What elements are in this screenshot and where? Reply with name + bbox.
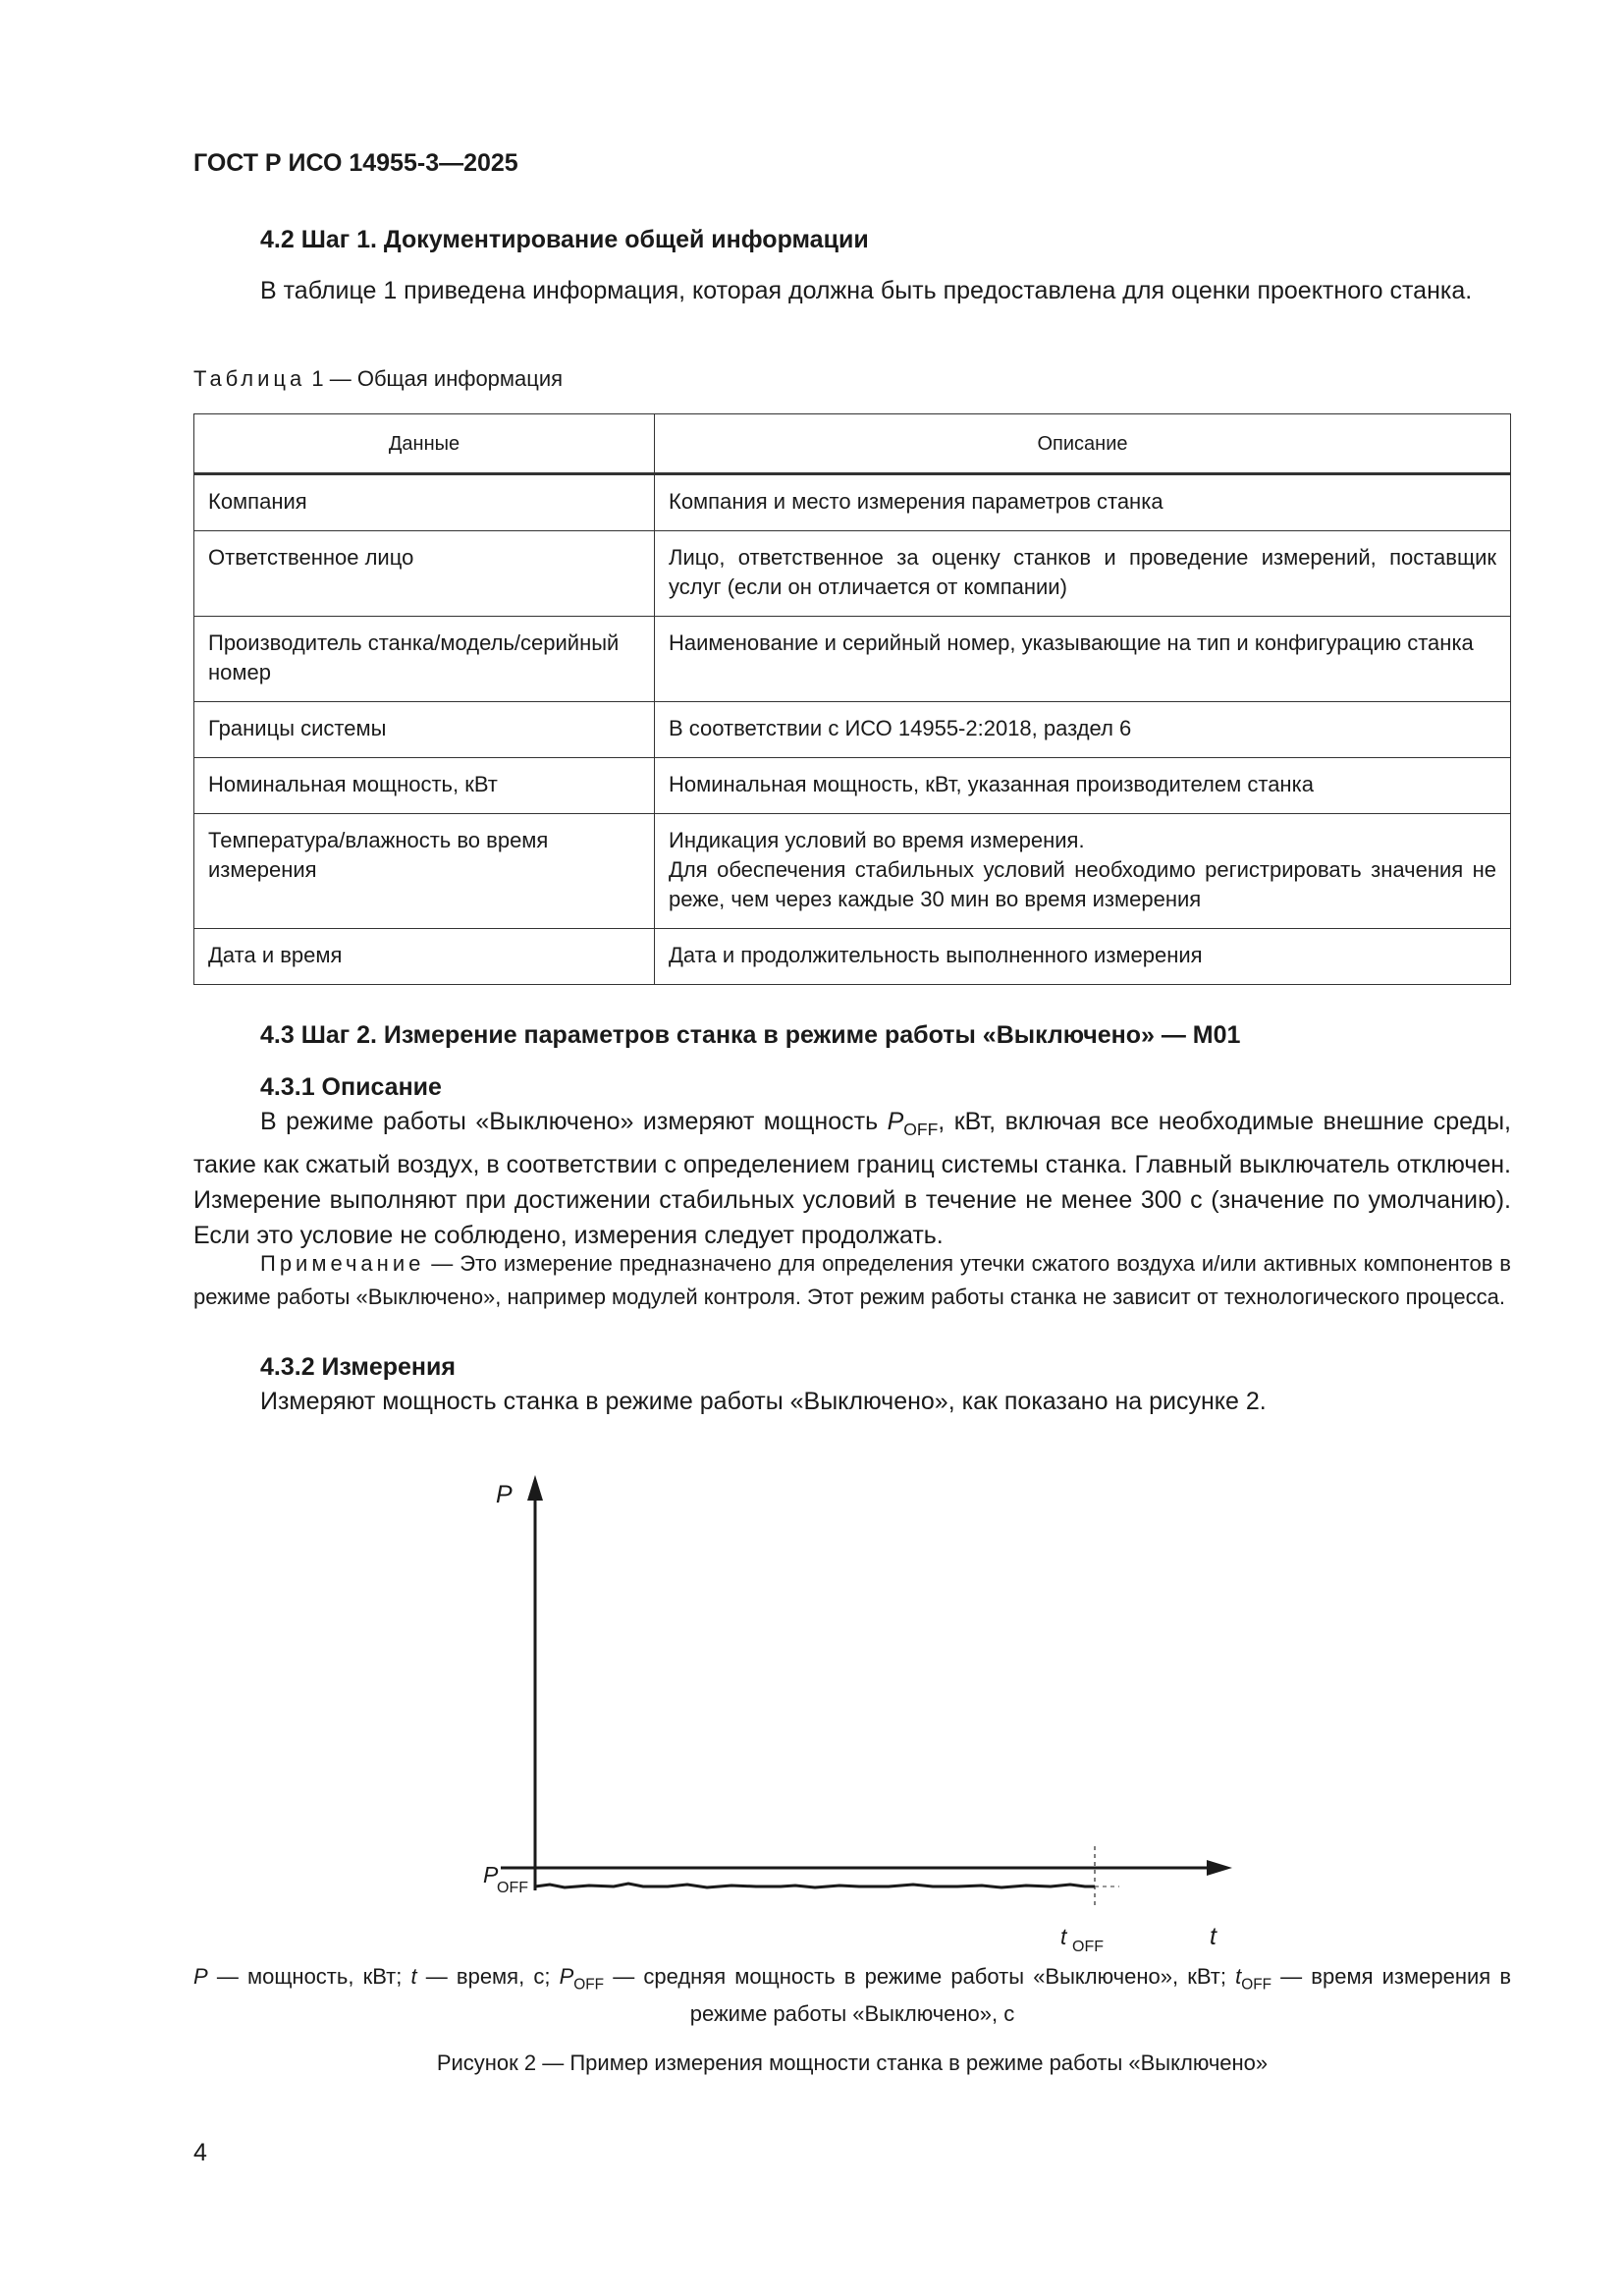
paragraph-text: В режиме работы «Выключено» измеряют мощность [260,1108,888,1135]
subsection-4-3-2-title: 4.3.2 Измерения [260,1353,456,1381]
x-axis-label: t [1210,1923,1217,1950]
table-cell-data: Границы системы [194,702,655,758]
table-cell-description: Компания и место измерения параметров станка [655,474,1511,531]
y-axis-arrow-icon [527,1475,543,1501]
document-header: ГОСТ Р ИСО 14955-3—2025 [193,149,518,177]
table-cell-data: Ответственное лицо [194,531,655,617]
table-cell-description: Наименование и серийный номер, указывающие на тип и конфигурацию станка [655,617,1511,702]
note-text: — Это измерение предназначено для определения утечки сжатого воздуха и/или активных компонентов в режиме работы «Выключено», например модулей контроля. Этот режим работы станка не зависит от технологического процесса. [193,1251,1511,1309]
section-4-3-2-paragraph: Измеряют мощность станка в режиме работы «Выключено», как показано на рисунке 2. [260,1388,1267,1415]
table-cell-data: Производитель станка/модель/серийный номер [194,617,655,702]
table-cell-description: Дата и продолжительность выполненного измерения [655,929,1511,985]
table-cell-line: Для обеспечения стабильных условий необходимо регистрировать значения не реже, чем через каждые 30 мин во время измерения [669,857,1496,911]
t-off-label-sub: OFF [1072,1939,1104,1955]
table-cell-description: Лицо, ответственное за оценку станков и проведение измерений, поставщик услуг (если он отличается от компании) [655,531,1511,617]
legend-symbol: P [559,1964,574,1989]
table-cell-description: В соответствии с ИСО 14955-2:2018, раздел 6 [655,702,1511,758]
page-number: 4 [193,2139,207,2166]
table-cell-data: Дата и время [194,929,655,985]
p-off-label: P [483,1862,499,1887]
table-caption-text: 1 — Общая информация [305,366,564,391]
legend-text: — время измерения в режиме работы «Выключено», с [689,1964,1512,2027]
symbol-subscript: OFF [903,1120,939,1139]
x-axis-arrow-icon [1207,1860,1232,1876]
legend-symbol: t [1235,1964,1242,1989]
table-caption-label: Таблица [193,366,306,391]
table-header-data: Данные [194,414,655,474]
power-trace [535,1884,1095,1887]
legend-subscript: OFF [573,1976,605,1994]
table-cell-data: Температура/влажность во время измерения [194,814,655,929]
table-header-description: Описание [655,414,1511,474]
legend-subscript: OFF [1241,1976,1272,1994]
legend-symbol: P [193,1964,208,1989]
legend-text: — средняя мощность в режиме работы «Выключено», кВт; [604,1964,1236,1989]
subsection-4-3-1-title: 4.3.1 Описание [260,1073,442,1101]
section-4-3-title: 4.3 Шаг 2. Измерение параметров станка в режиме работы «Выключено» — М01 [260,1021,1241,1049]
figure-legend [193,1962,1511,2029]
section-4-2-title: 4.2 Шаг 1. Документирование общей информации [260,226,869,253]
symbol-p: P [887,1108,904,1135]
table-cell-line: Индикация условий во время измерения. [669,828,1085,852]
section-4-2-paragraph: В таблице 1 приведена информация, которая должна быть предоставлена для оценки проектного станка. [260,277,1473,304]
note-label: Примечание [260,1251,425,1276]
paragraph-text: , кВт, включая все необходимые внешние среды, такие как сжатый воздух, в соответствии с определением границ системы станка. Главный выключатель отключен. Измерение выполняют при достижении стабильных условий в течение не менее 300 с (значение по умолчанию). Если это условие не соблюдено, измерения следует продолжать. [193,1108,1511,1249]
t-off-label: t [1060,1924,1067,1949]
figure-caption: Рисунок 2 — Пример измерения мощности станка в режиме работы «Выключено» [436,2050,1269,2075]
legend-text: — мощность, кВт; [207,1964,411,1989]
p-off-label-sub: OFF [497,1880,528,1896]
table-cell-data: Номинальная мощность, кВт [194,758,655,814]
legend-symbol: t [410,1964,417,1989]
table-cell-data: Компания [194,474,655,531]
legend-text: — время, с; [416,1964,560,1989]
table-cell-description: Номинальная мощность, кВт, указанная производителем станка [655,758,1511,814]
y-axis-label: P [496,1481,513,1508]
